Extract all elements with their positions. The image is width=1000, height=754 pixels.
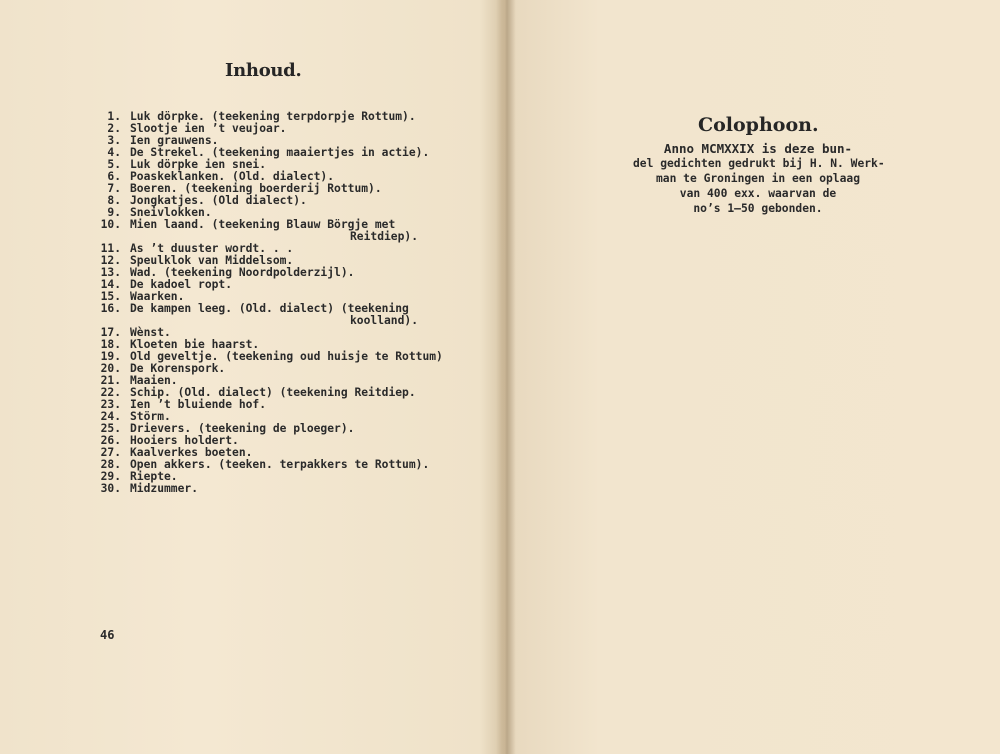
toc-entry-title: Kloeten bie haarst. (130, 338, 260, 351)
toc-entry-number: 19. (100, 350, 121, 363)
toc-entry-number: 24. (100, 410, 121, 423)
toc-entry-title: Hooiers holdert. (130, 434, 239, 447)
toc-entry-number: 10. (100, 218, 121, 231)
table-of-contents (96, 110, 443, 495)
toc-entry-title: As ’t duuster wordt. . . (130, 242, 294, 255)
right-page (508, 0, 1000, 754)
toc-entry-number: 22. (100, 386, 121, 399)
colophon-title: Colophoon. (698, 114, 819, 136)
toc-entry-title: Waarken. (130, 290, 185, 303)
toc-entry-title: De Korenspork. (130, 362, 226, 375)
colophon-line: del gedichten gedrukt bij H. N. Werk- (633, 157, 885, 170)
toc-entry-title: Open akkers. (teeken. terpakkers te Rottum). (130, 458, 430, 471)
toc-entry-title: Luk dörpke. (teekening terpdorpje Rottum). (130, 110, 416, 123)
toc-entry-title: Wènst. (130, 326, 171, 339)
toc-entry-title: Riepte. (130, 470, 178, 483)
toc-entry-number: 5. (107, 158, 121, 171)
toc-entry-number: 8. (107, 194, 121, 207)
toc-entry-text (130, 219, 426, 243)
toc-entry (96, 483, 426, 495)
toc-entry-number: 7. (107, 182, 121, 195)
toc-entry-number: 27. (100, 446, 121, 459)
toc-entry-number: 26. (100, 434, 121, 447)
toc-entry-number: 4. (107, 146, 121, 159)
toc-entry-title: Ien ’t bluiende hof. (130, 398, 267, 411)
toc-entry-number: 11. (100, 242, 121, 255)
toc-entry-title: Wad. (teekening Noordpolderzijl). (130, 266, 355, 279)
toc-entry-title: Old geveltje. (teekening oud huisje te Rottum) (130, 350, 443, 363)
toc-entry-title: Kaalverkes boeten. (130, 446, 253, 459)
toc-entry-number: 21. (100, 374, 121, 387)
toc-entry-text (130, 303, 426, 327)
toc-entry-number: 18. (100, 338, 121, 351)
toc-entry-number: 15. (100, 290, 121, 303)
toc-entry-title: De Strekel. (teekening maaiertjes in actie). (130, 146, 430, 159)
toc-entry-title: Mien laand. (teekening Blauw Börgje met (130, 218, 396, 231)
colophon-text (633, 141, 883, 216)
toc-entry-title: Boeren. (teekening boerderij Rottum). (130, 182, 382, 195)
toc-entry (96, 219, 426, 243)
toc-entry-number: 1. (107, 110, 121, 123)
toc-entry-continuation: koolland). (349, 314, 418, 327)
toc-entry-title: Drievers. (teekening de ploeger). (130, 422, 355, 435)
toc-entry-number: 25. (100, 422, 121, 435)
toc-entry-number: 12. (100, 254, 121, 267)
toc-entry-title: Sneivlokken. (130, 206, 212, 219)
toc-entry-title: De kadoel ropt. (130, 278, 233, 291)
toc-entry-number: 29. (100, 470, 121, 483)
toc-entry-number: 14. (100, 278, 121, 291)
toc-entry-number: 16. (100, 302, 121, 315)
toc-entry-number: 2. (107, 122, 121, 135)
colophon-line: van 400 exx. waarvan de (679, 187, 837, 200)
page-number: 46 (100, 628, 115, 642)
toc-entry-number: 6. (107, 170, 121, 183)
toc-entry-number: 20. (100, 362, 121, 375)
toc-entry-text (130, 399, 426, 411)
toc-entry-title: Luk dörpke ien snei. (130, 158, 267, 171)
toc-entry-title: Ien grauwens. (130, 134, 219, 147)
toc-entry-title: Poaskeklanken. (Old. dialect). (130, 170, 335, 183)
toc-entry-title: Midzummer. (130, 482, 199, 495)
toc-entry-title: Speulklok van Middelsom. (130, 254, 294, 267)
colophon-line: man te Groningen in een oplaag (655, 172, 861, 185)
toc-entry-number: 13. (100, 266, 121, 279)
toc-entry-number: 3. (107, 134, 121, 147)
toc-entry-number: 28. (100, 458, 121, 471)
toc-entry-title: Maaien. (130, 374, 178, 387)
colophon-line: Anno MCMXXIX is deze bun- (663, 141, 853, 156)
toc-entry-title: Störm. (130, 410, 171, 423)
toc-entry-title: De kampen leeg. (Old. dialect) (teekening (130, 302, 409, 315)
toc-entry-title: Slootje ien ’t veujoar. (130, 122, 287, 135)
toc-entry-number: 30. (100, 482, 121, 495)
colophon-line: no’s 1—50 gebonden. (693, 202, 823, 215)
toc-entry-title: Schip. (Old. dialect) (teekening Reitdiep. (130, 386, 416, 399)
toc-entry-title: Jongkatjes. (Old dialect). (130, 194, 307, 207)
toc-entry-text (130, 483, 426, 495)
toc-entry-number: 9. (107, 206, 121, 219)
contents-title: Inhoud. (225, 60, 302, 81)
toc-entry (96, 303, 426, 327)
toc-entry-continuation: Reitdiep). (349, 230, 418, 243)
toc-entry-number: 17. (100, 326, 121, 339)
toc-entry-number: 23. (100, 398, 121, 411)
